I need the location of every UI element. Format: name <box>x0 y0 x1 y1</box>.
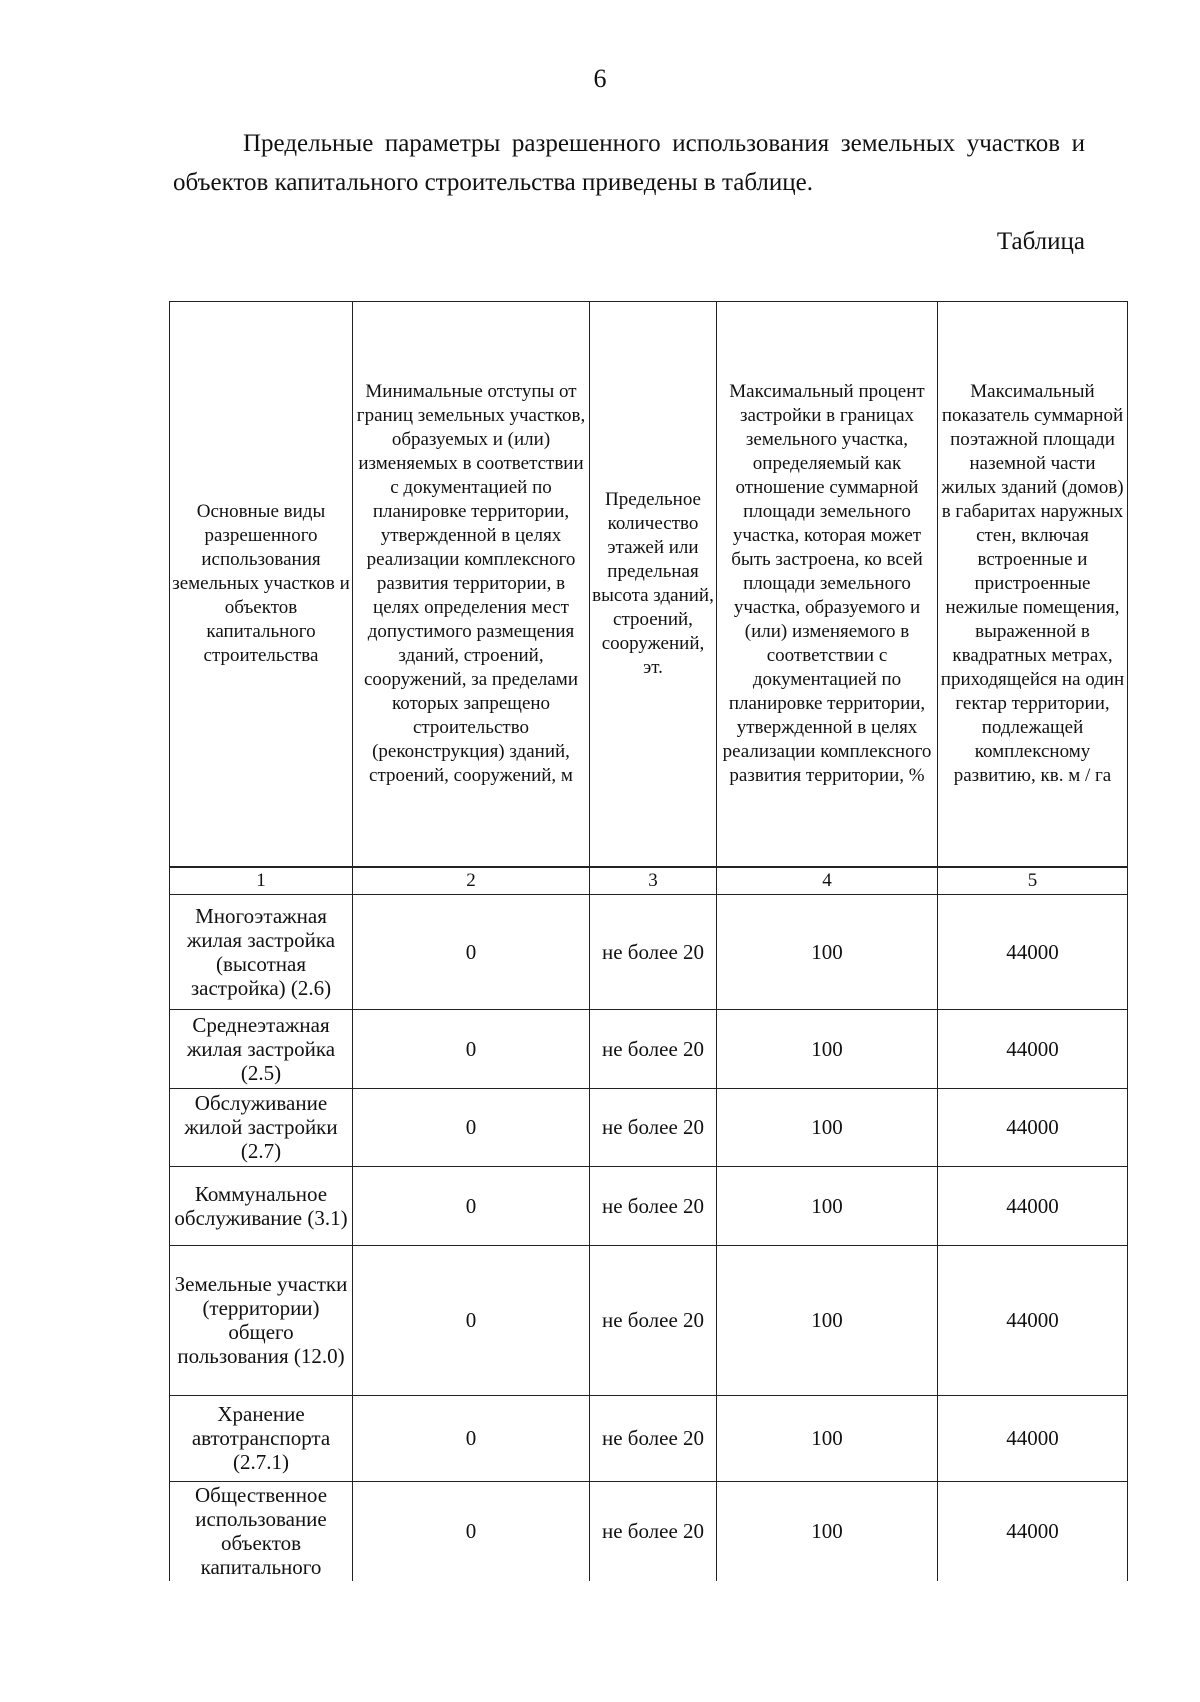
row-coverage: 100 <box>717 1088 938 1166</box>
table-row <box>170 894 1128 1009</box>
row-floors: не более 20 <box>590 1088 717 1166</box>
row-use-name: Коммунальное обслуживание (3.1) <box>170 1166 353 1245</box>
header-cell-coverage: Максимальный процент застройки в границах земельного участка, определяемый как отношение суммарной площади земельного участка, которая может быть застроена, ко всей площади земельного участка, образуемого и (или) изменяемого в соответствии с документацией по планировке территории, утвержденной в целях реализации комплексного развития территории, % <box>717 302 938 867</box>
row-coverage: 100 <box>717 1481 938 1581</box>
table-row <box>170 1088 1128 1166</box>
row-floors: не более 20 <box>590 1481 717 1581</box>
row-coverage: 100 <box>717 1245 938 1395</box>
table-header-row <box>170 302 1128 867</box>
table-caption: Таблица <box>996 228 1085 255</box>
row-use-name: Земельные участки (территории) общего пользования (12.0) <box>170 1245 353 1395</box>
row-floors: не более 20 <box>590 1166 717 1245</box>
row-floor-area: 44000 <box>938 894 1128 1009</box>
row-floor-area: 44000 <box>938 1088 1128 1166</box>
row-coverage: 100 <box>717 1395 938 1481</box>
row-floor-area: 44000 <box>938 1395 1128 1481</box>
header-cell-use-types: Основные виды разрешенного использования земельных участков и объектов капитального строительства <box>170 302 353 867</box>
row-use-name: Хранение автотранспорта (2.7.1) <box>170 1395 353 1481</box>
row-floors: не более 20 <box>590 1395 717 1481</box>
header-cell-floors: Предельное количество этажей или предельная высота зданий, строений, сооружений, эт. <box>590 302 717 867</box>
row-floors: не более 20 <box>590 1009 717 1088</box>
row-floor-area: 44000 <box>938 1166 1128 1245</box>
row-use-name: Обслуживание жилой застройки (2.7) <box>170 1088 353 1166</box>
column-number: 2 <box>353 867 590 895</box>
row-setback: 0 <box>353 1088 590 1166</box>
row-setback: 0 <box>353 1481 590 1581</box>
table-row <box>170 1395 1128 1481</box>
header-cell-floor-area: Максимальный показатель суммарной поэтажной площади наземной части жилых зданий (домов) в габаритах наружных стен, включая встроенные и пристроенные нежилые помещения, выраженной в квадратных метрах, приходящейся на один гектар территории, подлежащей комплексному развитию, кв. м / га <box>938 302 1128 867</box>
row-coverage: 100 <box>717 894 938 1009</box>
parameters-table <box>169 301 1128 1581</box>
row-setback: 0 <box>353 1166 590 1245</box>
row-floors: не более 20 <box>590 1245 717 1395</box>
row-coverage: 100 <box>717 1009 938 1088</box>
row-setback: 0 <box>353 1395 590 1481</box>
row-use-name: Общественное использование объектов капитального <box>170 1481 353 1581</box>
row-floor-area: 44000 <box>938 1009 1128 1088</box>
page-number: 6 <box>593 64 607 93</box>
row-floors: не более 20 <box>590 894 717 1009</box>
column-number: 1 <box>170 867 353 895</box>
header-cell-setbacks: Минимальные отступы от границ земельных участков, образуемых и (или) изменяемых в соответствии с документацией по планировке территории, утвержденной в целях реализации комплексного развития территории, в целях определения мест допустимого размещения зданий, строений, сооружений, за пределами которых запрещено строительство (реконструкция) зданий, строений, сооружений, м <box>353 302 590 867</box>
row-use-name: Среднеэтажная жилая застройка (2.5) <box>170 1009 353 1088</box>
column-number: 5 <box>938 867 1128 895</box>
row-setback: 0 <box>353 1009 590 1088</box>
table-row <box>170 1481 1128 1581</box>
row-floor-area: 44000 <box>938 1245 1128 1395</box>
row-coverage: 100 <box>717 1166 938 1245</box>
intro-paragraph: Предельные параметры разрешенного использования земельных участков и объектов капитального строительства приведены в таблице. <box>173 130 1085 196</box>
table-row <box>170 1166 1128 1245</box>
column-number: 4 <box>717 867 938 895</box>
row-setback: 0 <box>353 1245 590 1395</box>
row-floor-area: 44000 <box>938 1481 1128 1581</box>
row-setback: 0 <box>353 894 590 1009</box>
column-number: 3 <box>590 867 717 895</box>
row-use-name: Многоэтажная жилая застройка (высотная застройка) (2.6) <box>170 894 353 1009</box>
table-row <box>170 1245 1128 1395</box>
table-row <box>170 1009 1128 1088</box>
column-number-row <box>170 867 1128 895</box>
